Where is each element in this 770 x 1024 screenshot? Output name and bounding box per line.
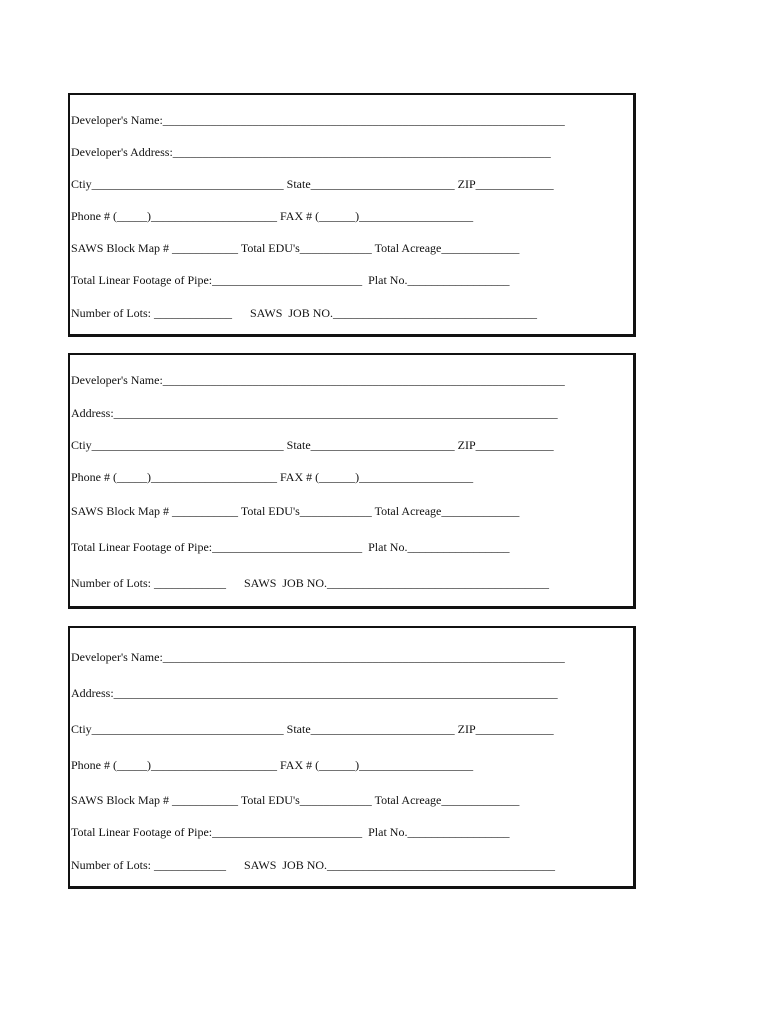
address-field[interactable]: Address:__________________________________________________________________________ [71, 406, 558, 420]
phone-fax-field[interactable]: Phone # (_____)_____________________ FAX # (______)___________________ [71, 209, 474, 223]
developer-form-2 [68, 353, 636, 609]
saws-block-map-field[interactable]: SAWS Block Map # ___________ Total EDU's____________ Total Acreage_____________ [71, 504, 520, 518]
developer-name-field[interactable]: Developer's Name:___________________________________________________________________ [71, 650, 565, 664]
linear-footage-plat-field[interactable]: Total Linear Footage of Pipe:_________________________ Plat No._________________ [71, 273, 510, 287]
lots-job-number-field[interactable]: Number of Lots: _____________ SAWS JOB NO.__________________________________ [71, 306, 538, 320]
phone-fax-field[interactable]: Phone # (_____)_____________________ FAX # (______)___________________ [71, 470, 474, 484]
developer-form-3 [68, 626, 636, 889]
linear-footage-plat-field[interactable]: Total Linear Footage of Pipe:_________________________ Plat No._________________ [71, 825, 510, 839]
lots-job-number-field[interactable]: Number of Lots: ____________ SAWS JOB NO._____________________________________ [71, 576, 550, 590]
address-field[interactable]: Address:__________________________________________________________________________ [71, 686, 558, 700]
city-state-zip-field[interactable]: Ctiy________________________________ State________________________ ZIP_____________ [71, 438, 554, 452]
lots-job-number-field[interactable]: Number of Lots: ____________ SAWS JOB NO.______________________________________ [71, 858, 556, 872]
saws-block-map-field[interactable]: SAWS Block Map # ___________ Total EDU's____________ Total Acreage_____________ [71, 241, 520, 255]
developer-address-field[interactable]: Developer's Address:_______________________________________________________________ [71, 145, 551, 159]
developer-form-1 [68, 93, 636, 337]
saws-block-map-field[interactable]: SAWS Block Map # ___________ Total EDU's____________ Total Acreage_____________ [71, 793, 520, 807]
city-state-zip-field[interactable]: Ctiy________________________________ State________________________ ZIP_____________ [71, 722, 554, 736]
developer-name-field[interactable]: Developer's Name:___________________________________________________________________ [71, 113, 565, 127]
linear-footage-plat-field[interactable]: Total Linear Footage of Pipe:_________________________ Plat No._________________ [71, 540, 510, 554]
phone-fax-field[interactable]: Phone # (_____)_____________________ FAX # (______)___________________ [71, 758, 474, 772]
developer-name-field[interactable]: Developer's Name:___________________________________________________________________ [71, 373, 565, 387]
city-state-zip-field[interactable]: Ctiy________________________________ State________________________ ZIP_____________ [71, 177, 554, 191]
